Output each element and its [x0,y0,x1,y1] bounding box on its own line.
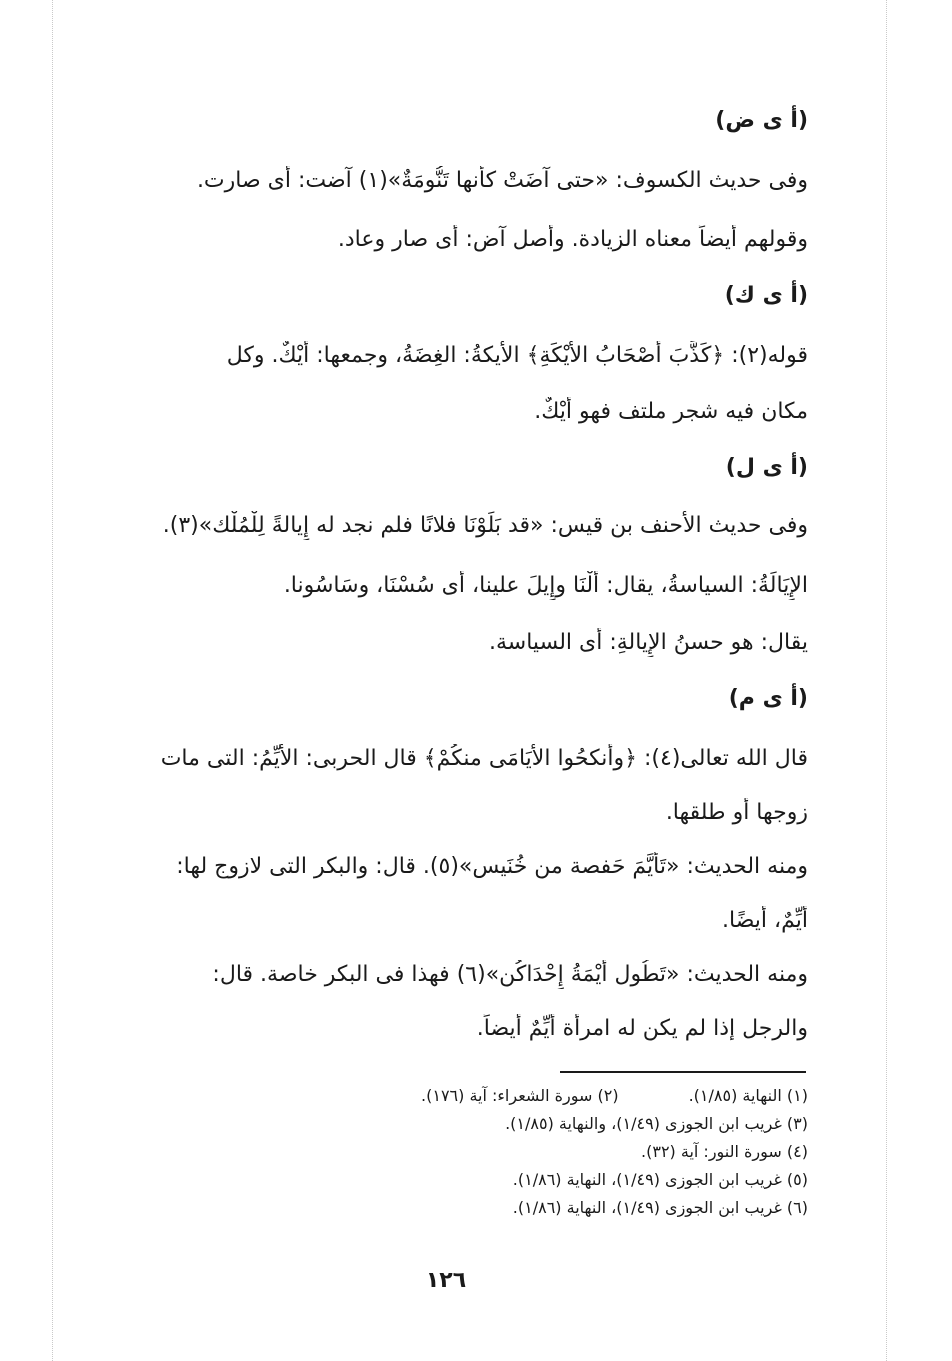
section-heading: (أ ى م) [728,686,808,711]
section-heading: (أ ى ض) [715,108,808,133]
page-number: ١٢٦ [425,1268,467,1293]
text-line: ومنه الحديث: «تَطُول أَيْمَةُ إِحْدَاكُن»(٦) فهذا فى البكر خاصة. قال: [212,962,808,987]
footnote-separator [560,1071,806,1073]
footnote-row [140,1082,808,1110]
footnote: (٢) سورة الشعراء: آية (١٧٦). [421,1086,619,1105]
text-line: وفى حديث الكسوف: «حتى آضَتْ كأنها تَنُّومَةٌ»(١) آضت: أى صارت. [196,168,808,193]
text-line: ومنه الحديث: «تَأَيَّمَ حَفصة من خُنَيس»(٥). قال: والبكر التى لازوج لها: [176,854,808,879]
main-text [100,96,808,1043]
footnote: (٣) غريب ابن الجوزى (١/٤٩)، والنهاية (١/٨٥). [505,1114,808,1133]
text-line: يقال: هو حسنُ الإِيالةِ: أى السياسة. [489,630,808,655]
section-heading: (أ ى ل) [725,455,808,480]
text-line: الإِيَالَةُ: السياسةُ، يقال: أُلْنَا وإِيلَ علينا، أى سُسْنَا، وسَاسُونا. [283,573,808,598]
footnote: (٤) سورة النور: آية (٣٢). [641,1142,808,1161]
text-line: زوجها أو طلقها. [665,800,808,825]
footnote: (١) النهاية (١/٨٥). [688,1086,808,1105]
footnotes [140,1082,808,1222]
text-line: وفى حديث الأحنف بن قيس: «قد بَلَوْنَا فلانًا فلم نجد له إِيالةً لِلْمُلْك»(٣). [162,513,808,538]
footnote: (٥) غريب ابن الجوزى (١/٤٩)، النهاية (١/٨٦). [512,1170,808,1189]
text-line: مكان فيه شجر ملتف فهو أَيْكٌ. [534,399,808,424]
scan-guide-line [886,0,887,1361]
text-line: وقولهم أيضاً معناه الزيادة. وأصل آض: أى صار وعاد. [337,227,808,252]
text-line: قال الله تعالى(٤): ﴿وأَنكحُوا الأَيَامَى منكُمْ﴾ قال الحربى: الأَيِّمُ: التى مات [160,746,808,771]
footnote: (٦) غريب ابن الجوزى (١/٤٩)، النهاية (١/٨٦). [512,1198,808,1217]
section-heading: (أ ى ك) [724,283,808,308]
text-line: أَيِّمٌ، أيضًا. [722,908,808,933]
text-line: قوله(٢): ﴿كَذَّبَ أَصْحَابُ الأَيْكَةِ﴾ الأيكةُ: الغِضَةُ، وجمعها: أَيْكٌ. وكل [226,343,808,368]
scan-guide-line [52,0,53,1361]
text-line: والرجل إذا لم يكن له امرأة أَيِّمٌ أيضاً. [476,1016,808,1041]
